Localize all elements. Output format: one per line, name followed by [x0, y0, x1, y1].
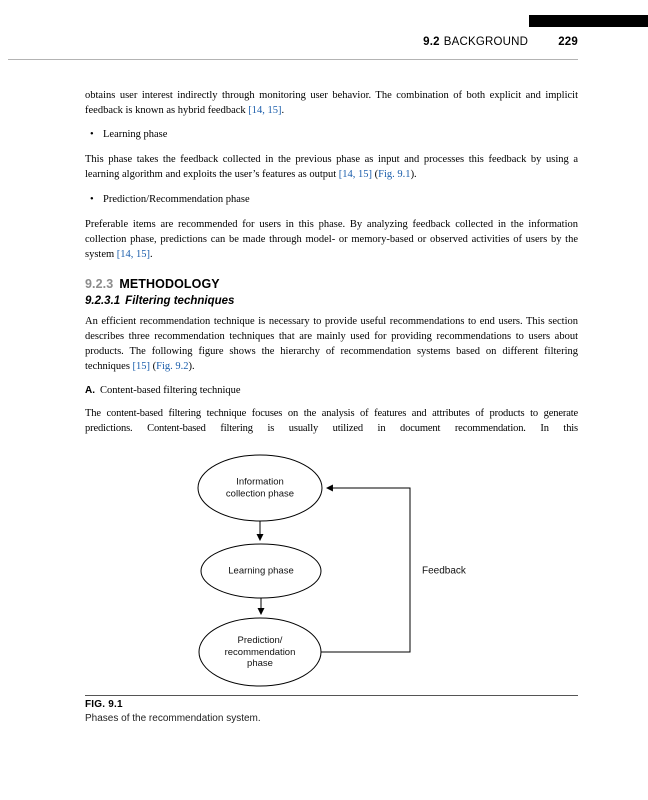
heading-number: 9.2.3.1 [85, 295, 121, 307]
section-heading-methodology [85, 276, 578, 292]
paragraph-text: . [281, 105, 285, 116]
paragraph-text: Preferable items are recommended for users in this phase. By analyzing feedback collected in the information collection phase, predictions can be made through model- or memory-based or observed activities of users by the system [85, 219, 578, 260]
list-item-marker: A. [85, 385, 95, 396]
header-section-number: 9.2 [423, 36, 440, 48]
header-divider-rule [8, 59, 578, 60]
paragraph-text: ). [188, 361, 195, 372]
header-page-number: 229 [558, 36, 578, 48]
paragraph-hybrid-feedback [85, 88, 578, 118]
paragraph-text: . [150, 249, 153, 260]
figure-9-1-flowchart [85, 443, 578, 689]
citation-link[interactable]: [14, 15] [248, 105, 282, 116]
citation-link[interactable]: [14, 15] [116, 249, 151, 260]
heading-number: 9.2.3 [85, 277, 114, 291]
subsection-heading-filtering-techniques [85, 294, 578, 309]
bullet-label: Prediction/Recommendation phase [103, 194, 250, 205]
citation-link[interactable]: [14, 15] [338, 169, 373, 180]
node-label-learning-phase: Learning phase [228, 565, 294, 577]
paragraph-content-based-filtering [85, 406, 578, 436]
paragraph-text: ( [372, 169, 379, 180]
paragraph-text: This phase takes the feedback collected in the previous phase as input and processes this feedback by using a learning algorithm and exploits the user’s features as output [85, 154, 578, 180]
running-header [423, 36, 578, 48]
flowchart-canvas [85, 443, 578, 689]
paragraph-prediction-phase [85, 217, 578, 262]
paragraph-filtering-intro [85, 314, 578, 374]
figure-divider-rule [85, 695, 578, 696]
bullet-icon: • [90, 194, 94, 205]
node-label-information-collection: Information collection phase [225, 476, 295, 499]
figure-reference-link[interactable]: Fig. 9.1 [378, 169, 411, 180]
citation-link[interactable]: [15] [132, 361, 151, 372]
heading-title: METHODOLOGY [119, 277, 220, 291]
paragraph-text: An efficient recommendation technique is necessary to provide useful recommendations to end users. This section describes three recommendation techniques that are mainly used for providing recommendations to users about products. The following figure shows the hierarchy of recommendation systems based on different filtering techniques [85, 316, 578, 372]
paragraph-text: ( [150, 361, 157, 372]
feedback-edge-label: Feedback [422, 565, 466, 577]
bullet-item-learning-phase [85, 127, 578, 142]
paragraph-text: ). [410, 169, 417, 180]
figure-caption: Phases of the recommendation system. [85, 713, 261, 724]
page-top-black-bar [529, 15, 648, 27]
paragraph-learning-phase [85, 152, 578, 182]
list-item-content-based [85, 383, 578, 398]
bullet-item-prediction-phase [85, 192, 578, 207]
paragraph-text: The content-based filtering technique focuses on the analysis of features and attributes of products to generate predictions. Content-based filtering is usually utilized in document recommendation. In this [85, 408, 578, 434]
figure-reference-link[interactable]: Fig. 9.2 [156, 361, 189, 372]
bullet-icon: • [90, 129, 94, 140]
paragraph-text: obtains user interest indirectly through monitoring user behavior. The combination of both explicit and implicit feedback is known as hybrid feedback [85, 90, 578, 116]
node-label-prediction-phase: Prediction/ recommendation phase [224, 634, 296, 669]
bullet-label: Learning phase [103, 129, 168, 140]
header-section-title: BACKGROUND [443, 36, 529, 48]
heading-title: Filtering techniques [125, 295, 235, 307]
feedback-loop-arrow [321, 488, 410, 652]
list-item-label: Content-based filtering technique [100, 385, 241, 396]
figure-label: FIG. 9.1 [85, 699, 123, 710]
text-column [85, 88, 578, 724]
